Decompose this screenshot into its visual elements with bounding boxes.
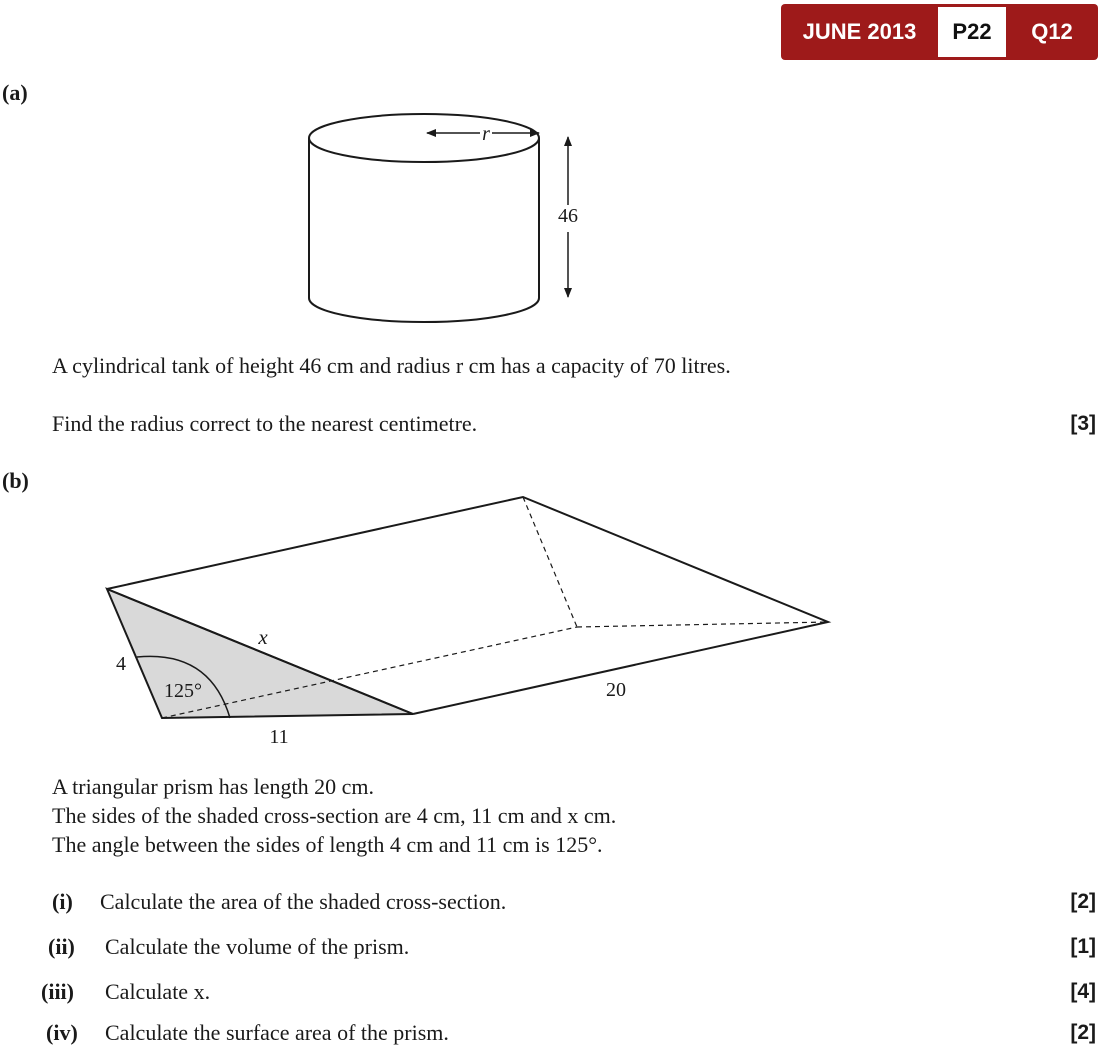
subpart-iii-number: (iii) xyxy=(41,979,74,1004)
length-20-label: 20 xyxy=(606,679,626,701)
subpart-iii-text: Calculate x. xyxy=(105,979,211,1004)
side-x-label: x xyxy=(258,625,268,649)
part-a-marks: [3] xyxy=(1070,412,1096,435)
part-b-stem-line-2: The sides of the shaded cross-section are 4 cm, 11 cm and x cm. xyxy=(52,803,617,828)
subpart-ii-number: (ii) xyxy=(48,934,75,959)
subpart-ii-marks: [1] xyxy=(1070,935,1096,958)
angle-label: 125° xyxy=(164,680,202,702)
part-a-stem: A cylindrical tank of height 46 cm and radius r cm has a capacity of 70 litres. xyxy=(52,353,731,378)
subpart-iv-number: (iv) xyxy=(46,1020,78,1045)
subpart-iv-marks: [2] xyxy=(1070,1021,1096,1044)
subpart-iii-marks: [4] xyxy=(1070,980,1096,1003)
subpart-i-number: (i) xyxy=(52,889,73,914)
paper-number: P22 xyxy=(938,7,1006,57)
part-a-task: Find the radius correct to the nearest centimetre. xyxy=(52,411,478,436)
height-label: 46 xyxy=(558,205,578,227)
side-4-label: 4 xyxy=(116,653,126,675)
part-b-stem-line-3: The angle between the sides of length 4 cm and 11 cm is 125°. xyxy=(52,832,603,857)
part-b-label: (b) xyxy=(2,468,29,493)
exam-session: JUNE 2013 xyxy=(802,19,917,44)
subpart-i-text: Calculate the area of the shaded cross-section. xyxy=(100,889,507,914)
question-number: Q12 xyxy=(1031,19,1073,44)
part-a-label: (a) xyxy=(2,80,28,105)
side-11-label: 11 xyxy=(269,726,289,748)
subpart-ii-text: Calculate the volume of the prism. xyxy=(105,934,410,959)
subpart-iv-text: Calculate the surface area of the prism. xyxy=(105,1020,449,1045)
subpart-i-marks: [2] xyxy=(1070,890,1096,913)
part-b-stem-line-1: A triangular prism has length 20 cm. xyxy=(52,774,374,799)
prism-diagram xyxy=(107,497,828,718)
radius-label: r xyxy=(482,123,490,145)
cylinder-diagram xyxy=(309,114,568,322)
